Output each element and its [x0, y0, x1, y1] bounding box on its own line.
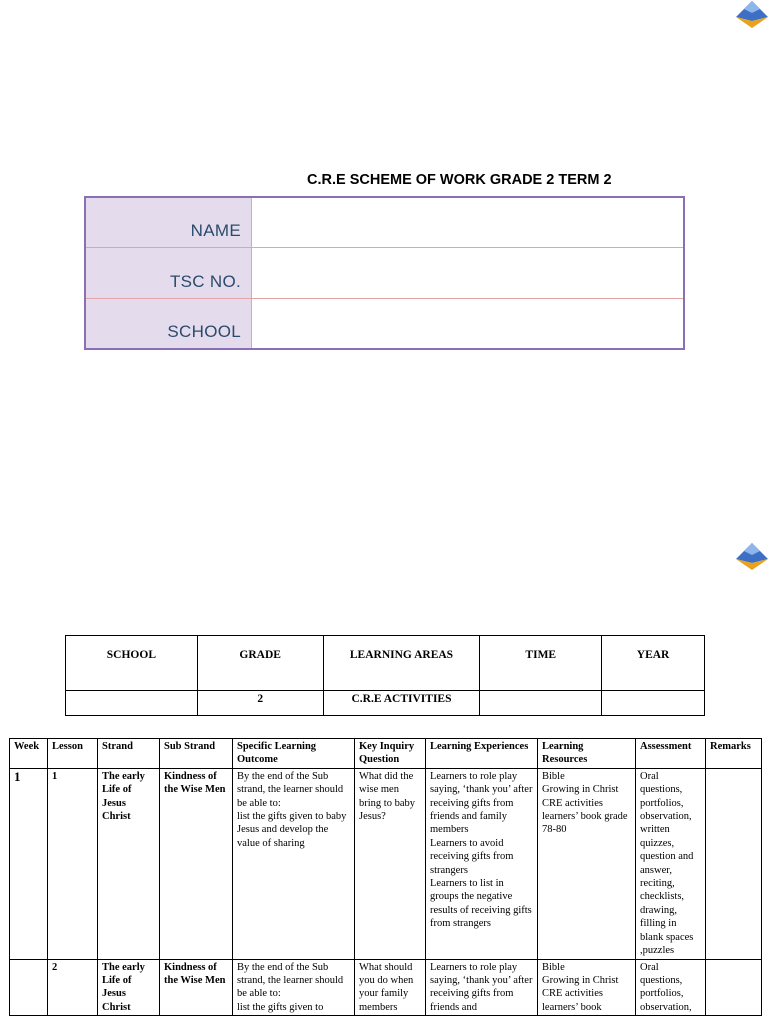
resource-line: Growing in Christ CRE activities learners’ book: [542, 974, 619, 1013]
resource-line: Bible: [542, 961, 565, 973]
header-week: Week: [10, 739, 48, 769]
experience-line: Learners to avoid receiving gifts from strangers: [430, 837, 514, 876]
resource-line: Bible: [542, 770, 565, 782]
lesson-cell: 2: [48, 959, 98, 1016]
outcome-line: By the end of the Sub strand, the learner should be able to:: [237, 961, 344, 1000]
resource-line: Growing in Christ CRE activities learners’ book grade 78-80: [542, 784, 628, 836]
header-assessment: Assessment: [636, 739, 706, 769]
name-field[interactable]: [252, 198, 683, 247]
name-label: NAME: [86, 198, 252, 247]
header-sub-strand: Sub Strand: [160, 739, 233, 769]
outcome-line: list the gifts given to baby Jesus and develop the value of sharing: [237, 811, 347, 849]
resources-cell: [538, 768, 636, 959]
experience-line: Learners to role play saying, ‘thank you’ after receiving gifts from friends and: [430, 961, 533, 1013]
meta-value-year: [602, 691, 705, 716]
info-row-name: [86, 198, 683, 248]
remarks-cell: [706, 959, 762, 1016]
tsc-label: TSC NO.: [86, 248, 252, 297]
header-question: Key Inquiry Question: [355, 739, 426, 769]
header-strand: Strand: [98, 739, 160, 769]
experiences-cell: [426, 959, 538, 1016]
school-field[interactable]: [252, 299, 683, 348]
question-cell: What did the wise men bring to baby Jesus?: [355, 768, 426, 959]
meta-table: [65, 635, 705, 716]
strand-cell: The early Life of Jesus Christ: [98, 768, 160, 959]
page-title: C.R.E SCHEME OF WORK GRADE 2 TERM 2: [307, 172, 612, 188]
table-row: [10, 959, 762, 1016]
meta-value-time: [480, 691, 602, 716]
week-cell: [10, 959, 48, 1016]
experience-line: Learners to list in groups the negative results of receiving gifts from strangers: [430, 878, 532, 930]
header-resources: Learning Resources: [538, 739, 636, 769]
meta-value-grade: 2: [197, 691, 323, 716]
outcome-cell: [233, 959, 355, 1016]
school-label: SCHOOL: [86, 299, 252, 348]
assessment-cell: Oral questions, portfolios, observation, written quizzes, question and answer, reciting, checklists, drawing, filling in blank spaces ,puzzles: [636, 768, 706, 959]
outcome-cell: [233, 768, 355, 959]
sub-strand-cell: Kindness of the Wise Men: [160, 768, 233, 959]
sub-strand-cell: Kindness of the Wise Men: [160, 959, 233, 1016]
remarks-cell: [706, 768, 762, 959]
week-cell: 1: [10, 768, 48, 959]
header-outcome: Specific Learning Outcome: [233, 739, 355, 769]
header-remarks: Remarks: [706, 739, 762, 769]
outcome-line: By the end of the Sub strand, the learner should be able to:: [237, 770, 344, 809]
experience-line: Learners to role play saying, ‘thank you’ after receiving gifts from friends and family members: [430, 770, 533, 836]
table-row: [10, 768, 762, 959]
question-cell: What should you do when your family members: [355, 959, 426, 1016]
lesson-cell: 1: [48, 768, 98, 959]
info-row-tsc: [86, 248, 683, 298]
meta-header-year: YEAR: [602, 636, 705, 691]
header-lesson: Lesson: [48, 739, 98, 769]
strand-cell: The early Life of Jesus Christ: [98, 959, 160, 1016]
outcome-line: list the gifts given to: [237, 1001, 324, 1013]
assessment-cell: Oral questions, portfolios, observation,: [636, 959, 706, 1016]
meta-header-grade: GRADE: [197, 636, 323, 691]
meta-header-school: SCHOOL: [66, 636, 198, 691]
resources-cell: [538, 959, 636, 1016]
meta-value-school: [66, 691, 198, 716]
diamond-logo-icon: [735, 0, 768, 30]
meta-header-time: TIME: [480, 636, 602, 691]
header-experiences: Learning Experiences: [426, 739, 538, 769]
meta-value-learning-areas: C.R.E ACTIVITIES: [323, 691, 480, 716]
teacher-info-box: [84, 196, 685, 350]
scheme-table: [9, 738, 762, 1016]
meta-header-learning-areas: LEARNING AREAS: [323, 636, 480, 691]
info-row-school: [86, 299, 683, 348]
experiences-cell: [426, 768, 538, 959]
diamond-logo-icon: [735, 542, 768, 572]
tsc-field[interactable]: [252, 248, 683, 297]
